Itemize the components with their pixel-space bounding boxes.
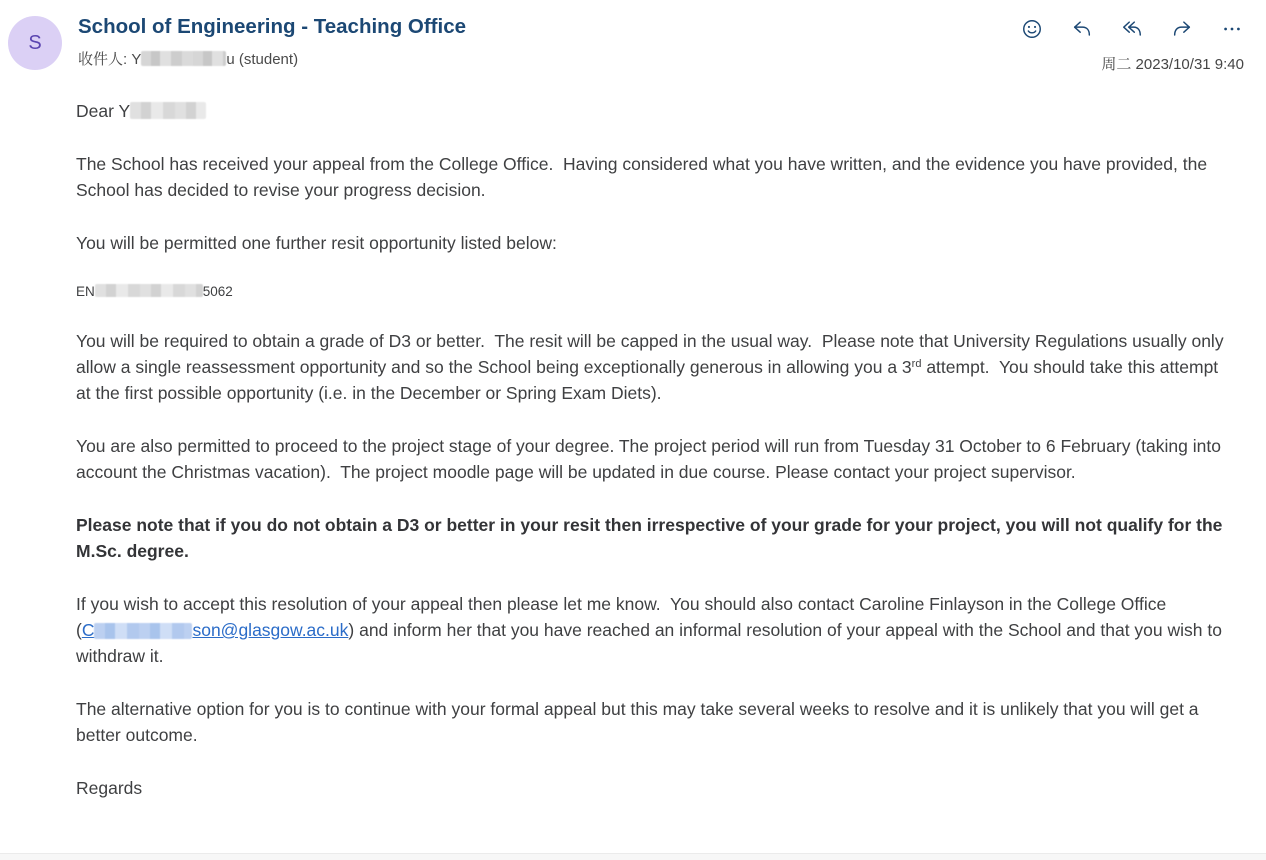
email-body [0,74,1266,801]
email-date: 周二 2023/10/31 9:40 [1101,56,1244,73]
course-code-line [76,283,1232,301]
emoji-reaction-icon[interactable] [1020,17,1044,41]
closing-line: Regards [76,778,143,798]
forward-icon[interactable] [1170,17,1194,41]
more-options-icon[interactable] [1220,17,1244,41]
course-code-prefix: EN [76,284,95,299]
paragraph-alternative-option: The alternative option for you is to continue with your formal appeal but this may take several weeks to resolve and it is unlikely that you will get a better outcome. [76,699,1204,745]
reply-icon[interactable] [1070,17,1094,41]
paragraph-project-stage: You are also permitted to proceed to the project stage of your degree. The project period will run from Tuesday 31 October to 6 February (taking into account the Christmas vacation). The project moodle page will be updated in due course. Please contact your project supervisor. [76,436,1226,482]
redacted-greeting-name [130,102,206,119]
recipient-label: 收件人: [78,50,132,68]
reply-all-icon[interactable] [1120,17,1144,41]
contact-email-link[interactable]: C son@glasgow.ac.uk [81,620,349,640]
paragraph-accept-resolution: If you wish to accept this resolution of your appeal then please let me know. You should also contact Caroline Finlayson in the College Office (C son@glasgow.ac.uk) and inform her that you have reached an informal resolution of your appeal with the School and that you wish to withdraw it. [76,594,1227,666]
paragraph-grade-requirement: You will be required to obtain a grade of D3 or better. The resit will be capped in the usual way. Please note that University Regulations usually only allow a single reassessment opportunity and so the School being exceptionally generous in allowing you a 3rd attempt. You should take this attempt at the first possible opportunity (i.e. in the December or Spring Exam Diets). [76,331,1229,403]
bottom-divider-strip [0,853,1266,860]
ordinal-superscript: rd [911,358,922,370]
course-code-suffix: 5062 [202,284,233,299]
paragraph-resit-intro: You will be permitted one further resit opportunity listed below: [76,233,557,253]
greeting-text: Dear Y [76,101,131,121]
redacted-course-code [95,284,203,297]
header-actions-area [1020,14,1244,74]
message-action-bar [1020,17,1244,41]
sender-block [78,14,1020,69]
greeting-line [76,98,1232,124]
redacted-recipient-name [141,51,226,66]
recipient-name-tail: u (student) [226,50,299,68]
paragraph-appeal-received: The School has received your appeal from the College Office. Having considered what you have written, and the evidence you have provided, the School has decided to revise your progress decision. [76,154,1212,200]
avatar-letter: S [28,31,42,54]
recipient-line [78,48,1020,69]
recipient-name-prefix: Y [131,50,142,68]
redacted-email-address [94,623,192,639]
paragraph-degree-warning: Please note that if you do not obtain a D3 or better in your resit then irrespective of your grade for your project, you will not qualify for the M.Sc. degree. [76,515,1228,561]
sender-avatar[interactable] [8,16,62,70]
email-header [0,0,1266,74]
sender-name[interactable]: School of Engineering - Teaching Office [78,15,467,38]
